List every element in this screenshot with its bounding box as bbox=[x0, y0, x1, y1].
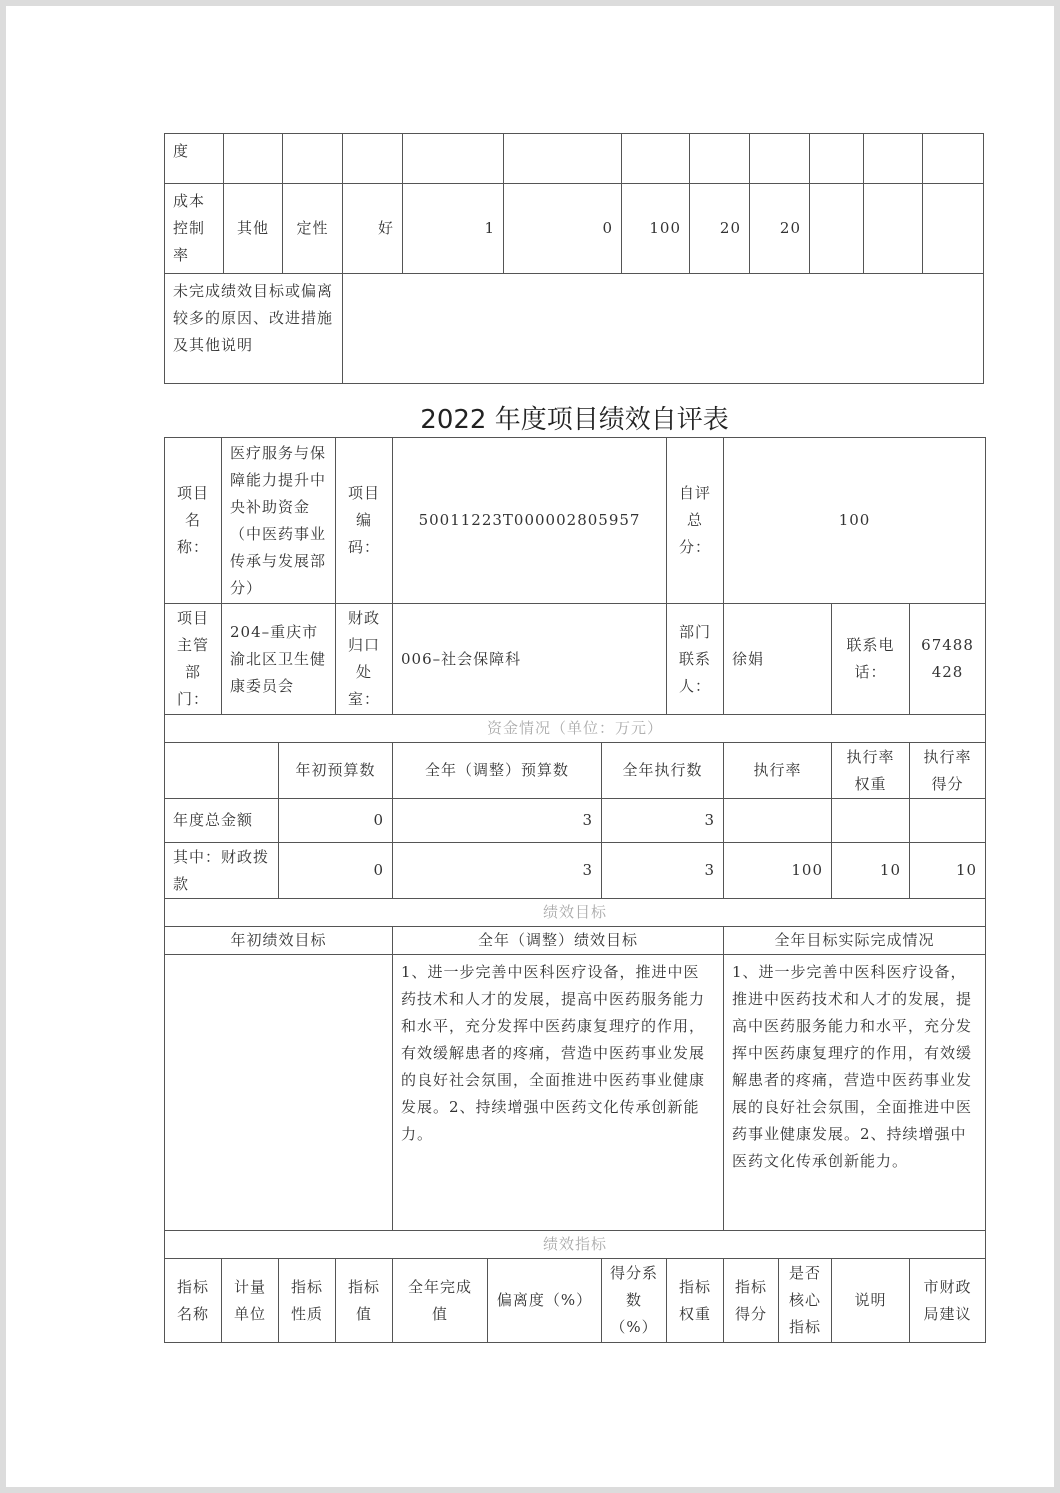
funds-col-header: 全年执行数 bbox=[602, 743, 724, 799]
department-value: 204–重庆市渝北区卫生健康委员会 bbox=[222, 604, 336, 715]
funds-cell: 10 bbox=[832, 843, 910, 899]
self-evaluation-table bbox=[164, 437, 986, 1343]
score-cell: 20 bbox=[750, 184, 810, 274]
table-row bbox=[165, 899, 986, 927]
indicator-col-header: 说明 bbox=[832, 1259, 910, 1343]
funds-cell: 3 bbox=[393, 799, 602, 843]
total-score-label: 自评总分： bbox=[667, 438, 724, 604]
adjusted-goal-text: 1、进一步完善中医科医疗设备，推进中医药技术和人才的发展，提高中医药服务能力和水平，充分发挥中医药康复理疗的作用，有效缓解患者的疼痛，营造中医药事业发展的良好社会氛围，全面推进中医药事业健康发展。2、持续增强中医药文化传承创新能力。 bbox=[393, 955, 724, 1231]
table-row bbox=[165, 715, 986, 743]
project-code-label: 项目编码： bbox=[336, 438, 393, 604]
funds-cell: 3 bbox=[602, 799, 724, 843]
goals-col-header: 全年目标实际完成情况 bbox=[724, 927, 986, 955]
complete-cell: 1 bbox=[403, 184, 504, 274]
funds-cell bbox=[724, 799, 832, 843]
funds-cell: 3 bbox=[393, 843, 602, 899]
weight-cell: 20 bbox=[690, 184, 750, 274]
funds-col-header: 执行率得分 bbox=[910, 743, 986, 799]
total-score-value: 100 bbox=[724, 438, 986, 604]
indicators-section-header: 绩效指标 bbox=[165, 1231, 986, 1259]
table-row bbox=[165, 604, 986, 715]
table-row bbox=[165, 134, 984, 184]
table-row bbox=[165, 843, 986, 899]
funds-corner bbox=[165, 743, 279, 799]
indicator-col-header: 指标权重 bbox=[667, 1259, 724, 1343]
indicator-col-header: 市财政局建议 bbox=[910, 1259, 986, 1343]
indicator-col-header: 计量单位 bbox=[222, 1259, 279, 1343]
indicator-name-cell: 度 bbox=[165, 134, 224, 184]
funds-cell bbox=[832, 799, 910, 843]
actual-completion-text: 1、进一步完善中医科医疗设备，推进中医药技术和人才的发展，提高中医药服务能力和水平，充分发挥中医药康复理疗的作用，有效缓解患者的疼痛，营造中医药事业发展的良好社会氛围，全面推进中医药事业健康发展。2、持续增强中医药文化传承创新能力。 bbox=[724, 955, 986, 1231]
document-page bbox=[6, 6, 1054, 1487]
funds-section-header: 资金情况（单位：万元） bbox=[165, 715, 986, 743]
indicator-col-header: 全年完成值 bbox=[393, 1259, 488, 1343]
indicator-col-header: 得分系数（%） bbox=[602, 1259, 667, 1343]
table-row bbox=[165, 927, 986, 955]
indicator-col-header: 偏离度（%） bbox=[488, 1259, 602, 1343]
funds-col-header: 执行率 bbox=[724, 743, 832, 799]
initial-goal-text bbox=[165, 955, 393, 1231]
phone-label: 联系电话： bbox=[832, 604, 910, 715]
funds-row-label: 其中：财政拨款 bbox=[165, 843, 279, 899]
indicator-col-header: 是否核心指标 bbox=[779, 1259, 832, 1343]
indicator-col-header: 指标名称 bbox=[165, 1259, 222, 1343]
table-row bbox=[165, 799, 986, 843]
table-row bbox=[165, 438, 986, 604]
goals-col-header: 全年（调整）绩效目标 bbox=[393, 927, 724, 955]
table-row bbox=[165, 743, 986, 799]
indicator-col-header: 指标性质 bbox=[279, 1259, 336, 1343]
previous-indicator-table bbox=[164, 133, 984, 384]
table-row bbox=[165, 184, 984, 274]
table-row bbox=[165, 1259, 986, 1343]
funds-cell: 0 bbox=[279, 843, 393, 899]
nature-cell: 定性 bbox=[283, 184, 343, 274]
funds-cell: 3 bbox=[602, 843, 724, 899]
contact-label: 部门联系人： bbox=[667, 604, 724, 715]
value-cell: 好 bbox=[343, 184, 403, 274]
unit-cell: 其他 bbox=[224, 184, 283, 274]
reason-value bbox=[343, 274, 984, 384]
finance-office-value: 006–社会保障科 bbox=[393, 604, 667, 715]
funds-cell bbox=[910, 799, 986, 843]
table-row bbox=[165, 955, 986, 1231]
indicator-name-cell: 成本控制率 bbox=[165, 184, 224, 274]
phone-value: 67488428 bbox=[910, 604, 986, 715]
goals-col-header: 年初绩效目标 bbox=[165, 927, 393, 955]
coefficient-cell: 100 bbox=[622, 184, 690, 274]
indicator-col-header: 指标值 bbox=[336, 1259, 393, 1343]
department-label: 项目主管部门： bbox=[165, 604, 222, 715]
funds-col-header: 全年（调整）预算数 bbox=[393, 743, 602, 799]
table-row bbox=[165, 274, 984, 384]
funds-row-label: 年度总金额 bbox=[165, 799, 279, 843]
table-row bbox=[165, 1231, 986, 1259]
funds-cell: 100 bbox=[724, 843, 832, 899]
form-title: 2022 年度项目绩效自评表 bbox=[420, 405, 729, 435]
reason-label: 未完成绩效目标或偏离较多的原因、改进措施及其他说明 bbox=[165, 274, 343, 384]
project-code-value: 50011223T000002805957 bbox=[393, 438, 667, 604]
indicator-col-header: 指标得分 bbox=[724, 1259, 779, 1343]
deviation-cell: 0 bbox=[504, 184, 622, 274]
project-name-value: 医疗服务与保障能力提升中央补助资金（中医药事业传承与发展部分） bbox=[222, 438, 336, 604]
goals-section-header: 绩效目标 bbox=[165, 899, 986, 927]
funds-cell: 10 bbox=[910, 843, 986, 899]
funds-cell: 0 bbox=[279, 799, 393, 843]
finance-office-label: 财政归口处室： bbox=[336, 604, 393, 715]
funds-col-header: 执行率权重 bbox=[832, 743, 910, 799]
funds-col-header: 年初预算数 bbox=[279, 743, 393, 799]
project-name-label: 项目名称： bbox=[165, 438, 222, 604]
contact-value: 徐娟 bbox=[724, 604, 832, 715]
